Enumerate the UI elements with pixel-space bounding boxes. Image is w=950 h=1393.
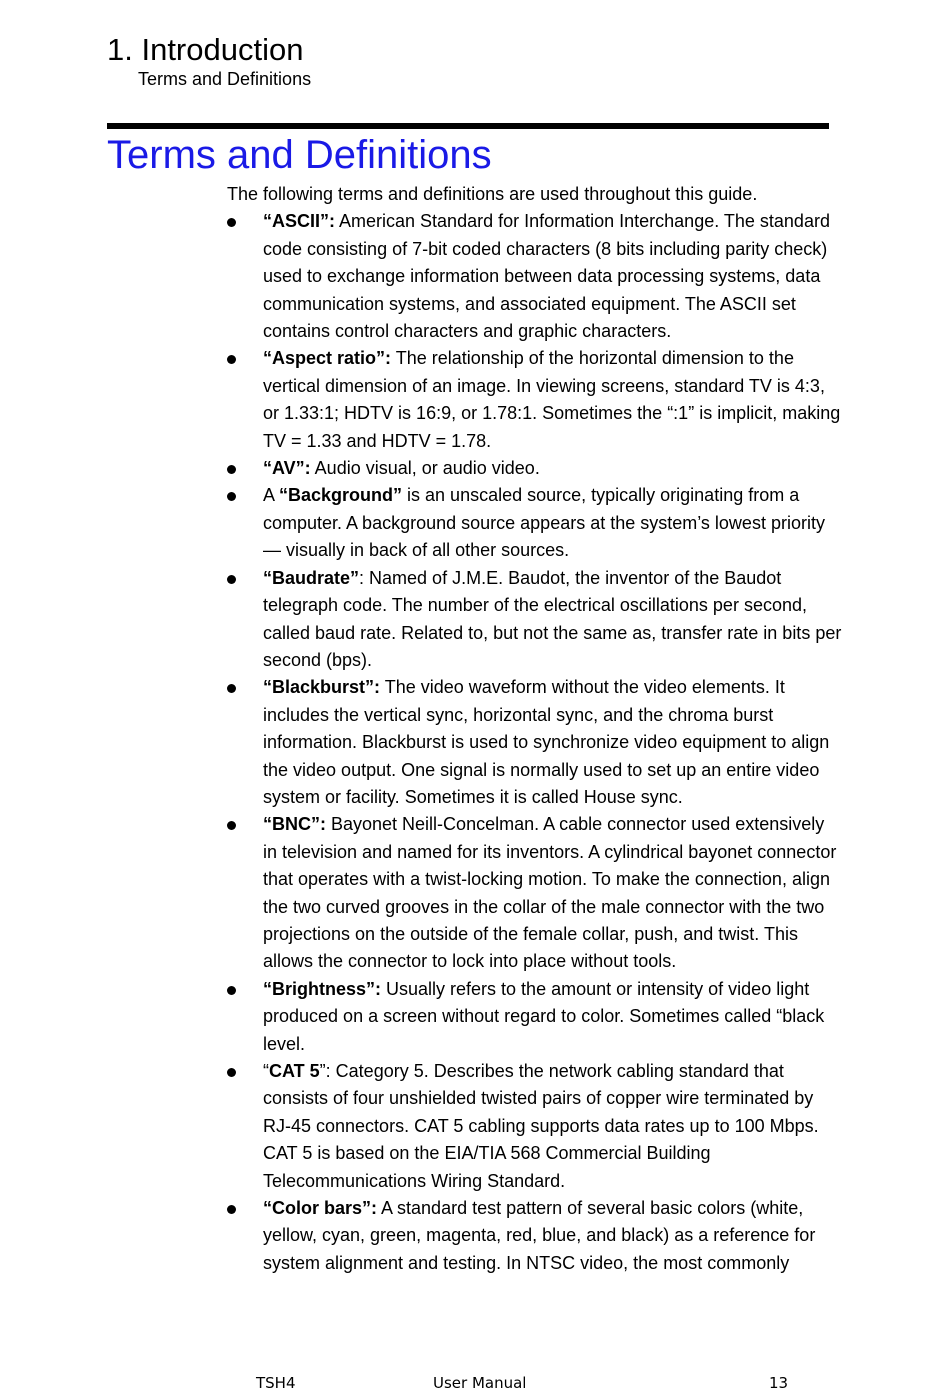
bullet-icon: [227, 465, 236, 474]
bullet-icon: [227, 684, 236, 693]
definition-body: [263, 345, 842, 455]
bullet-icon: [227, 1068, 236, 1077]
section-subtitle: Terms and Definitions: [138, 69, 312, 89]
definition-prefix: A: [263, 485, 280, 506]
definition-term: “BNC”:: [263, 814, 326, 835]
definition-text: American Standard for Information Interchange. The standard code consisting of 7-bit coded characters (8 bits including parity check) used to exchange information between data processing systems, data communication systems, and associated equipment. The ASCII set contains control characters and graphic characters.: [263, 211, 830, 342]
definition-body: [263, 208, 842, 345]
definition-body: [263, 674, 842, 811]
definition-body: [263, 455, 842, 482]
definition-text: Audio visual, or audio video.: [310, 458, 540, 479]
bullet-icon: [227, 492, 236, 501]
definition-item: [227, 455, 842, 482]
definition-term: “Baudrate”: [263, 567, 360, 588]
definition-item: [227, 208, 842, 345]
intro-text: The following terms and definitions are used throughout this guide.: [227, 184, 758, 204]
definition-item: [227, 482, 842, 564]
definition-text: Bayonet Neill-Concelman. A cable connector used extensively in television and named for its inventors. A cylindrical bayonet connector that operates with a twist-locking motion. To make the connection, align the two curved grooves in the collar of the male connector with the two projections on the outside of the female collar, push, and twist. This allows the connector to lock into place without tools.: [263, 814, 837, 972]
definition-text: A standard test pattern of several basic colors (white, yellow, cyan, green, magenta, red, blue, and black) as a reference for system alignment and testing. In NTSC video, the most commonly: [263, 1198, 816, 1273]
definition-body: [263, 482, 842, 564]
definition-term: “ASCII”:: [263, 211, 335, 232]
definition-term: CAT 5: [269, 1061, 320, 1081]
definition-text: The video waveform without the video elements. It includes the vertical sync, horizontal sync, and the chroma burst information. Blackburst is used to synchronize video equipment to align the video output. One signal is normally used to set up an entire video system or facility. Sometimes it is called House sync.: [263, 677, 830, 807]
definition-item: [227, 1195, 842, 1277]
bullet-icon: [227, 575, 236, 584]
definition-text: Usually refers to the amount or intensity of video light produced on a screen without regard to color. Sometimes called “black level.: [263, 978, 825, 1054]
definition-text: ”: Category 5. Describes the network cabling standard that consists of four unshielded twisted pairs of copper wire terminated by RJ-45 connectors. CAT 5 cabling supports data rates up to 100 Mbps. CAT 5 is based on the EIA/TIA 568 Commercial Building Telecommunications Wiring Standard.: [263, 1061, 819, 1191]
definition-term: “Color bars”:: [263, 1198, 378, 1219]
content: [227, 181, 842, 1277]
definition-term: “Aspect ratio”:: [263, 348, 392, 369]
bullet-icon: [227, 821, 236, 830]
footer-title: User Manual: [433, 1374, 527, 1392]
definition-term: “AV”:: [263, 458, 311, 479]
definition-item: [227, 1058, 842, 1195]
definition-text: is an unscaled source, typically originating from a computer. A background source appears at the system’s lowest priority — visually in back of all other sources.: [263, 485, 825, 561]
heading-rule: [107, 123, 829, 129]
definition-body: [263, 1058, 842, 1195]
definition-text: : Named of J.M.E. Baudot, the inventor of the Baudot telegraph code. The number of the electrical oscillations per second, called baud rate. Related to, but not the same as, transfer rate in bits per second (bps).: [263, 567, 842, 670]
bullet-icon: [227, 1205, 236, 1214]
definition-term: “Background”: [279, 485, 403, 506]
footer-product: TSH4: [256, 1374, 296, 1392]
definition-body: [263, 565, 842, 675]
definitions-list: [227, 208, 842, 1277]
definition-item: [227, 976, 842, 1058]
bullet-icon: [227, 986, 236, 995]
bullet-icon: [227, 218, 236, 227]
chapter-title: 1. Introduction: [107, 32, 304, 67]
definition-item: [227, 674, 842, 811]
definition-body: [263, 976, 842, 1058]
footer-page-number: 13: [769, 1374, 789, 1392]
definition-body: [263, 1195, 842, 1277]
definition-body: [263, 811, 842, 975]
bullet-icon: [227, 355, 236, 364]
definition-text: The relationship of the horizontal dimension to the vertical dimension of an image. In viewing screens, standard TV is 4:3, or 1.33:1; HDTV is 16:9, or 1.78:1. Sometimes the “:1” is implicit, making TV = 1.33 and HDTV = 1.78.: [263, 348, 841, 451]
definition-item: [227, 345, 842, 455]
definition-item: [227, 565, 842, 675]
definition-item: [227, 811, 842, 975]
page-heading: Terms and Definitions: [107, 133, 492, 177]
definition-term: “Brightness”:: [263, 978, 382, 999]
definition-term: “Blackburst”:: [263, 677, 381, 698]
definition-prefix: “: [263, 1061, 269, 1081]
